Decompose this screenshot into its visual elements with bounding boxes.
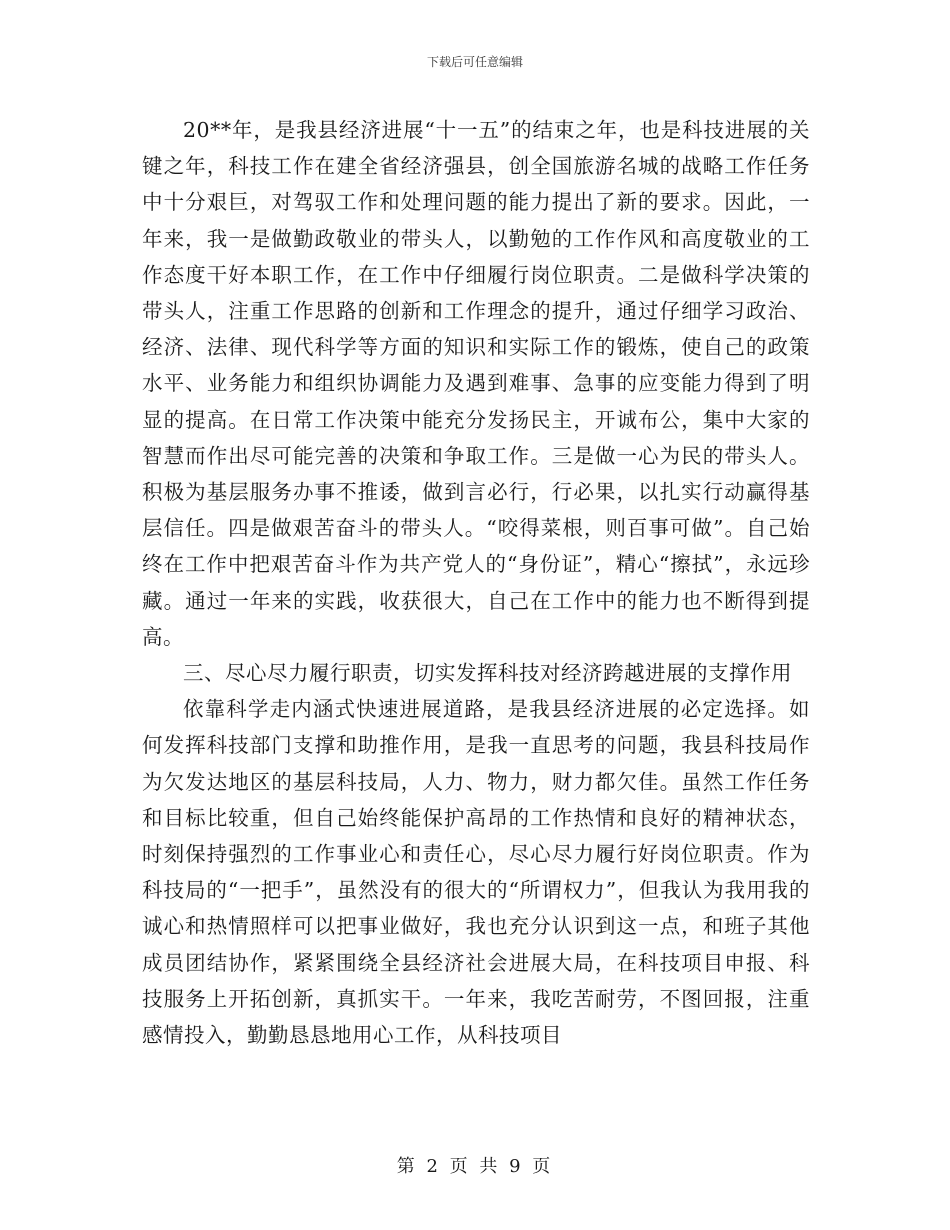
- paragraph-science-development: 依靠科学走内涵式快速进展道路，是我县经济进展的必定选择。如何发挥科技部门支撑和助推作用，是我一直思考的问题，我县科技局作为欠发达地区的基层科技局，人力、物力，财力都欠佳。虽然工作任务和目标比较重，但自己始终能保护高昂的工作热情和良好的精神状态，时刻保持强烈的工作事业心和责任心，尽心尽力履行好岗位职责。作为科技局的“一把手”，虽然没有的很大的“所谓权力”，但我认为我用我的诚心和热情照样可以把事业做好，我也充分认识到这一点，和班子其他成员团结协作，紧紧围绕全县经济社会进展大局，在科技项目申报、科技服务上开拓创新，真抓实干。一年来，我吃苦耐劳，不图回报，注重感情投入，勤勤恳恳地用心工作，从科技项目: [142, 697, 810, 1048]
- paragraph-work-summary: 20**年，是我县经济进展“十一五”的结束之年，也是科技进展的关键之年，科技工作在建全省经济强县，创全国旅游名城的战略工作任务中十分艰巨，对驾驭工作和处理问题的能力提出了新的要求。因此，一年来，我一是做勤政敬业的带头人，以勤勉的工作作风和高度敬业的工作态度干好本职工作，在工作中仔细履行岗位职责。二是做科学决策的带头人，注重工作思路的创新和工作理念的提升，通过仔细学习政治、经济、法律、现代科学等方面的知识和实际工作的锻炼，使自己的政策水平、业务能力和组织协调能力及遇到难事、急事的应变能力得到了明显的提高。在日常工作决策中能充分发扬民主，开诚布公，集中大家的智慧而作出尽可能完善的决策和争取工作。三是做一心为民的带头人。积极为基层服务办事不推诿，做到言必行，行必果，以扎实行动赢得基层信任。四是做艰苦奋斗的带头人。“咬得菜根，则百事可做”。自己始终在工作中把艰苦奋斗作为共产党人的“身份证”，精心“擦拭”，永远珍藏。通过一年来的实践，收获很大，自己在工作中的能力也不断得到提高。: [142, 118, 810, 649]
- document-body: [142, 112, 810, 1053]
- header-note: 下载后可任意编辑: [426, 55, 523, 69]
- page-number-footer: 第 2 页 共 9 页: [396, 1156, 554, 1177]
- section-heading-3: 三、尽心尽力履行职责，切实发挥科技对经济跨越进展的支撑作用: [183, 661, 792, 686]
